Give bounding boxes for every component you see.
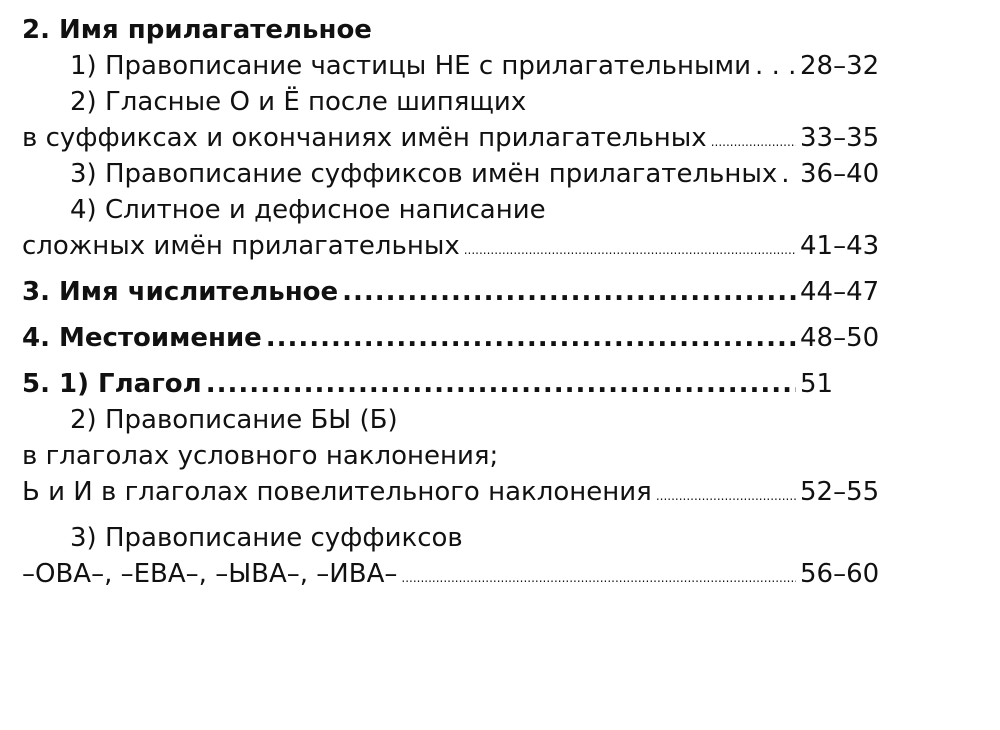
dot-leader: [656, 474, 796, 514]
section-4-heading[interactable]: [22, 320, 900, 356]
entry-text: –ОВА–, –ЕВА–, –ЫВА–, –ИВА–: [22, 559, 398, 589]
toc-entry-5-2-line2: [22, 438, 900, 474]
section-title: 4. Местоимение: [22, 323, 262, 353]
toc-entry-5-3-line1: [22, 520, 900, 556]
entry-text: 2) Гласные О и Ё после шипящих: [70, 87, 527, 117]
toc-entry-2-1[interactable]: [22, 48, 900, 84]
entry-text: сложных имён прилагательных: [22, 231, 460, 261]
entry-text: 3) Правописание суффиксов имён прилагательных: [70, 159, 778, 189]
toc-entry-2-4-line1: [22, 192, 900, 228]
section-3-heading[interactable]: [22, 274, 900, 310]
entry-text: Ь и И в глаголах повелительного наклонения: [22, 477, 652, 507]
section-2-heading: [22, 12, 900, 48]
page-range: 41–43: [800, 231, 880, 261]
toc-entry-5-2[interactable]: [22, 474, 900, 510]
section-title: 3. Имя числительное: [22, 277, 339, 307]
page-range: 56–60: [800, 559, 880, 589]
entry-text: 4) Слитное и дефисное написание: [70, 195, 546, 225]
section-title: 5. 1) Глагол: [22, 369, 202, 399]
entry-text: 3) Правописание суффиксов: [70, 523, 463, 553]
page-range: 48–50: [800, 323, 880, 353]
section-title: 2. Имя прилагательное: [22, 15, 372, 45]
toc-entry-5-3[interactable]: [22, 556, 900, 592]
page-range: 51: [800, 369, 834, 399]
page-range: 52–55: [800, 477, 880, 507]
page-range: 28–32: [800, 51, 880, 81]
table-of-contents: [22, 12, 900, 592]
entry-text: в суффиксах и окончаниях имён прилагательных: [22, 123, 707, 153]
page-range: 33–35: [800, 123, 880, 153]
page-range: 36–40: [800, 159, 880, 189]
dot-leader: [401, 556, 796, 596]
page-range: 44–47: [800, 277, 880, 307]
toc-entry-2-2[interactable]: [22, 120, 900, 156]
dot-leader: [342, 274, 796, 310]
dot-leader: [464, 228, 796, 268]
dot-leader: [755, 48, 796, 84]
dot-leader: [711, 120, 796, 160]
toc-entry-2-3[interactable]: [22, 156, 900, 192]
toc-entry-2-2-line1: [22, 84, 900, 120]
dot-leader: [206, 366, 796, 402]
dot-leader: [266, 320, 796, 356]
dot-leader: [781, 156, 796, 192]
entry-text: 1) Правописание частицы НЕ с прилагательными: [70, 51, 752, 81]
toc-entry-2-4[interactable]: [22, 228, 900, 264]
section-5-heading[interactable]: [22, 366, 900, 402]
toc-entry-5-2-line1: [22, 402, 900, 438]
entry-text: 2) Правописание БЫ (Б): [70, 405, 398, 435]
entry-text: в глаголах условного наклонения;: [22, 441, 499, 471]
